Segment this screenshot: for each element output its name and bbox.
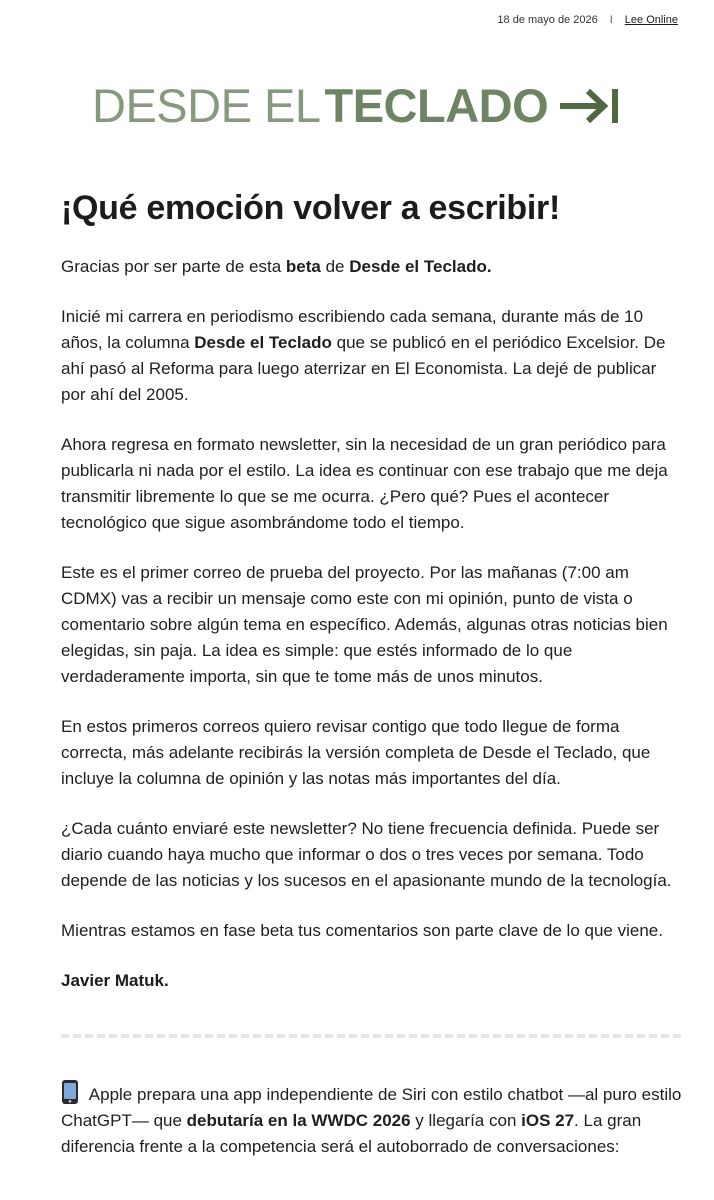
paragraph-first-emails: En estos primeros correos quiero revisar contigo que todo llegue de forma correcta, más adelante recibirás la versión completa de Desde el Teclado, que incluye la columna de opinión y las notas más importantes del día. bbox=[61, 717, 651, 788]
paragraph-feedback: Mientras estamos en fase beta tus comentarios son parte clave de lo que viene. bbox=[61, 921, 663, 940]
author-signature: Javier Matuk. bbox=[61, 971, 169, 990]
dashed-divider bbox=[61, 1034, 681, 1038]
career-bold-column: Desde el Teclado bbox=[194, 333, 332, 352]
article-headline: ¡Qué emoción volver a escribir! bbox=[61, 189, 560, 227]
intro-text-1: Gracias por ser parte de esta bbox=[61, 257, 286, 276]
arrow-to-bar-icon bbox=[558, 85, 624, 127]
logo-text-bold: TECLADO bbox=[324, 79, 549, 132]
intro-bold-beta: beta bbox=[285, 257, 321, 276]
mobile-phone-icon bbox=[61, 1080, 79, 1104]
news-bold-ios: iOS 27 bbox=[521, 1111, 575, 1130]
paragraph-career bbox=[61, 304, 685, 408]
intro-text-2: de bbox=[320, 257, 350, 276]
news-text-3: . La gran diferencia frente a la competencia será el autoborrado de conversaciones: bbox=[61, 1111, 642, 1156]
logo-text-light: DESDE EL bbox=[92, 79, 321, 132]
issue-date: 18 de mayo de 2026 bbox=[497, 14, 598, 26]
top-bar bbox=[497, 14, 678, 26]
intro-bold-name: Desde el Teclado. bbox=[349, 257, 492, 276]
separator: I bbox=[609, 14, 613, 26]
article-body bbox=[61, 188, 685, 1160]
paragraph-schedule: Este es el primer correo de prueba del proyecto. Por las mañanas (7:00 am CDMX) vas a recibir un mensaje como este con mi opinión, punto de vista o comentario sobre algún tema en específico. Además, algunas otras noticias bien elegidas, sin paja. La idea es simple: que estés informado de lo que verdaderamente importa, sin que te tome más de unos minutos. bbox=[61, 563, 668, 686]
career-text-2: que se publicó en el periódico Excelsior. De ahí pasó al Reforma para luego aterrizar en El Economista. La dejé de publicar por ahí del 2005. bbox=[61, 333, 666, 404]
brand-logo bbox=[92, 78, 624, 133]
intro-paragraph bbox=[61, 254, 685, 280]
news-bold-wwdc: debutaría en la WWDC 2026 bbox=[186, 1111, 411, 1130]
news-item bbox=[61, 1080, 685, 1160]
news-text-1: Apple prepara una app independiente de Siri con estilo chatbot —al puro estilo ChatGPT— que bbox=[61, 1085, 682, 1130]
news-text-2: y llegaría con bbox=[410, 1111, 522, 1130]
career-text-1: Inicié mi carrera en periodismo escribiendo cada semana, durante más de 10 años, la columna bbox=[61, 307, 644, 352]
read-online-link[interactable]: Lee Online bbox=[624, 14, 678, 26]
paragraph-frequency: ¿Cada cuánto enviaré este newsletter? No tiene frecuencia definida. Puede ser diario cuando haya mucho que informar o dos o tres veces por semana. Todo depende de las noticias y los sucesos en el apasionante mundo de la tecnología. bbox=[61, 819, 672, 890]
paragraph-format: Ahora regresa en formato newsletter, sin la necesidad de un gran periódico para publicarla ni nada por el estilo. La idea es continuar con ese trabajo que me deja transmitir libremente lo que se me ocurra. ¿Pero qué? Pues el acontecer tecnológico que sigue asombrándome todo el tiempo. bbox=[61, 435, 668, 532]
